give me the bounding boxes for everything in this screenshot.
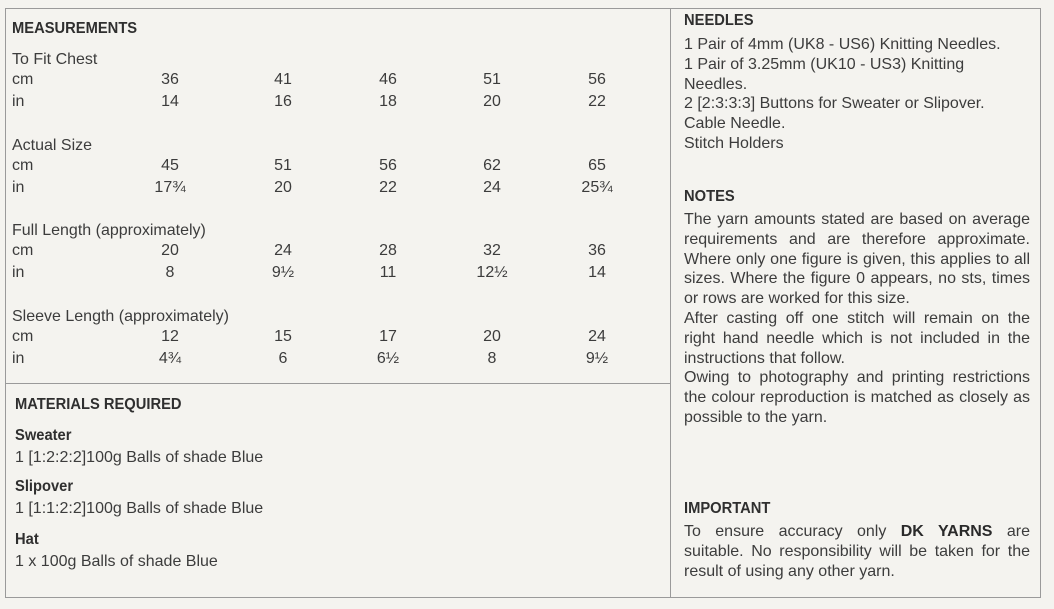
measurement-value: 51: [274, 157, 292, 174]
measurement-value: 14: [161, 93, 179, 110]
needles-heading: NEEDLES: [684, 12, 754, 29]
measurement-group-label: To Fit Chest: [12, 51, 98, 68]
measurement-value: 62: [483, 157, 501, 174]
measurement-value: 36: [588, 242, 606, 259]
measurement-value: 20: [274, 179, 292, 196]
measurement-unit: in: [12, 350, 25, 367]
measurement-value: 24: [483, 179, 501, 196]
measurement-unit: cm: [12, 242, 34, 259]
measurement-value: 14: [588, 264, 606, 281]
needles-line: 1 Pair of 3.25mm (UK10 - US3) Knitting Needles.: [684, 55, 965, 93]
measurement-value: 17: [379, 328, 397, 345]
column-divider: [670, 8, 671, 598]
notes-paragraph: Owing to photography and printing restrictions the colour reproduction is matched as closely as possible to the yarn.: [684, 369, 1030, 426]
important-body: [684, 522, 1030, 581]
measurement-value: 20: [483, 328, 501, 345]
measurement-value: 20: [161, 242, 179, 259]
hat-label: Hat: [15, 531, 39, 548]
important-heading: IMPORTANT: [684, 500, 771, 517]
measurement-unit: cm: [12, 328, 34, 345]
measurement-value: 32: [483, 242, 501, 259]
measurement-value: 46: [379, 71, 397, 88]
important-text-after: are suitable. No responsibility will be taken for the result of using any other yarn.: [684, 523, 1030, 580]
measurement-value: 18: [379, 93, 397, 110]
sweater-label: Sweater: [15, 427, 72, 444]
notes-paragraph: After casting off one stitch will remain on the right hand needle which is not included in the instructions that follow.: [684, 309, 1030, 367]
needles-line: 2 [2:3:3:3] Buttons for Sweater or Slipover.: [684, 95, 985, 113]
measurement-unit: in: [12, 179, 25, 196]
measurement-value: 6: [278, 350, 288, 367]
measurement-value: 56: [379, 157, 397, 174]
section-divider: [5, 383, 671, 384]
measurement-value: 12½: [476, 264, 508, 281]
measurement-group-label: Full Length (approximately): [12, 222, 206, 239]
measurement-value: 9½: [585, 350, 609, 367]
slipover-label: Slipover: [15, 478, 74, 495]
measurement-value: 9½: [271, 264, 295, 281]
measurement-unit: in: [12, 264, 25, 281]
measurement-value: 24: [274, 242, 292, 259]
materials-heading: MATERIALS REQUIRED: [15, 396, 182, 413]
measurement-value: 28: [379, 242, 397, 259]
measurement-value: 24: [588, 328, 606, 345]
hat-detail: 1 x 100g Balls of shade Blue: [15, 553, 218, 570]
measurement-value: 15: [274, 328, 292, 345]
measurement-value: 56: [588, 71, 606, 88]
measurement-value: 17¾: [154, 179, 186, 196]
measurement-value: 22: [588, 93, 606, 110]
measurement-value: 20: [483, 93, 501, 110]
important-emphasis: DK YARNS: [900, 523, 993, 540]
measurement-value: 22: [379, 179, 397, 196]
measurement-group-label: Actual Size: [12, 137, 93, 154]
measurement-unit: in: [12, 93, 25, 110]
notes-paragraph: The yarn amounts stated are based on average requirements and are therefore approximate. Where only one figure is given, this applies to all sizes. Where the figure 0 appears, no sts, times or rows are worked for this size.: [684, 211, 1030, 308]
measurements-heading: MEASUREMENTS: [12, 20, 138, 37]
measurement-value: 51: [483, 71, 501, 88]
needles-line: 1 Pair of 4mm (UK8 - US6) Knitting Needles.: [684, 36, 1001, 53]
measurement-value: 8: [487, 350, 497, 367]
measurement-value: 36: [161, 71, 179, 88]
needles-line: Stitch Holders: [684, 134, 784, 152]
notes-heading: NOTES: [684, 188, 735, 205]
needles-list: [684, 35, 1030, 154]
measurement-value: 65: [588, 157, 606, 174]
measurement-value: 8: [165, 264, 175, 281]
measurement-value: 25¾: [581, 179, 613, 196]
measurement-group-label: Sleeve Length (approximately): [12, 308, 230, 325]
measurement-unit: cm: [12, 157, 34, 174]
sweater-detail: 1 [1:2:2:2]100g Balls of shade Blue: [15, 449, 264, 466]
measurement-value: 41: [274, 71, 292, 88]
important-text-before: To ensure accuracy only: [684, 523, 901, 540]
notes-body: [684, 210, 1030, 428]
measurement-value: 6½: [376, 350, 400, 367]
measurement-value: 45: [161, 157, 179, 174]
needles-line: Cable Needle.: [684, 115, 786, 133]
slipover-detail: 1 [1:1:2:2]100g Balls of shade Blue: [15, 500, 264, 517]
measurement-value: 11: [379, 264, 397, 281]
measurement-unit: cm: [12, 71, 34, 88]
measurement-value: 12: [161, 328, 179, 345]
measurement-value: 4¾: [158, 350, 182, 367]
measurement-value: 16: [274, 93, 292, 110]
